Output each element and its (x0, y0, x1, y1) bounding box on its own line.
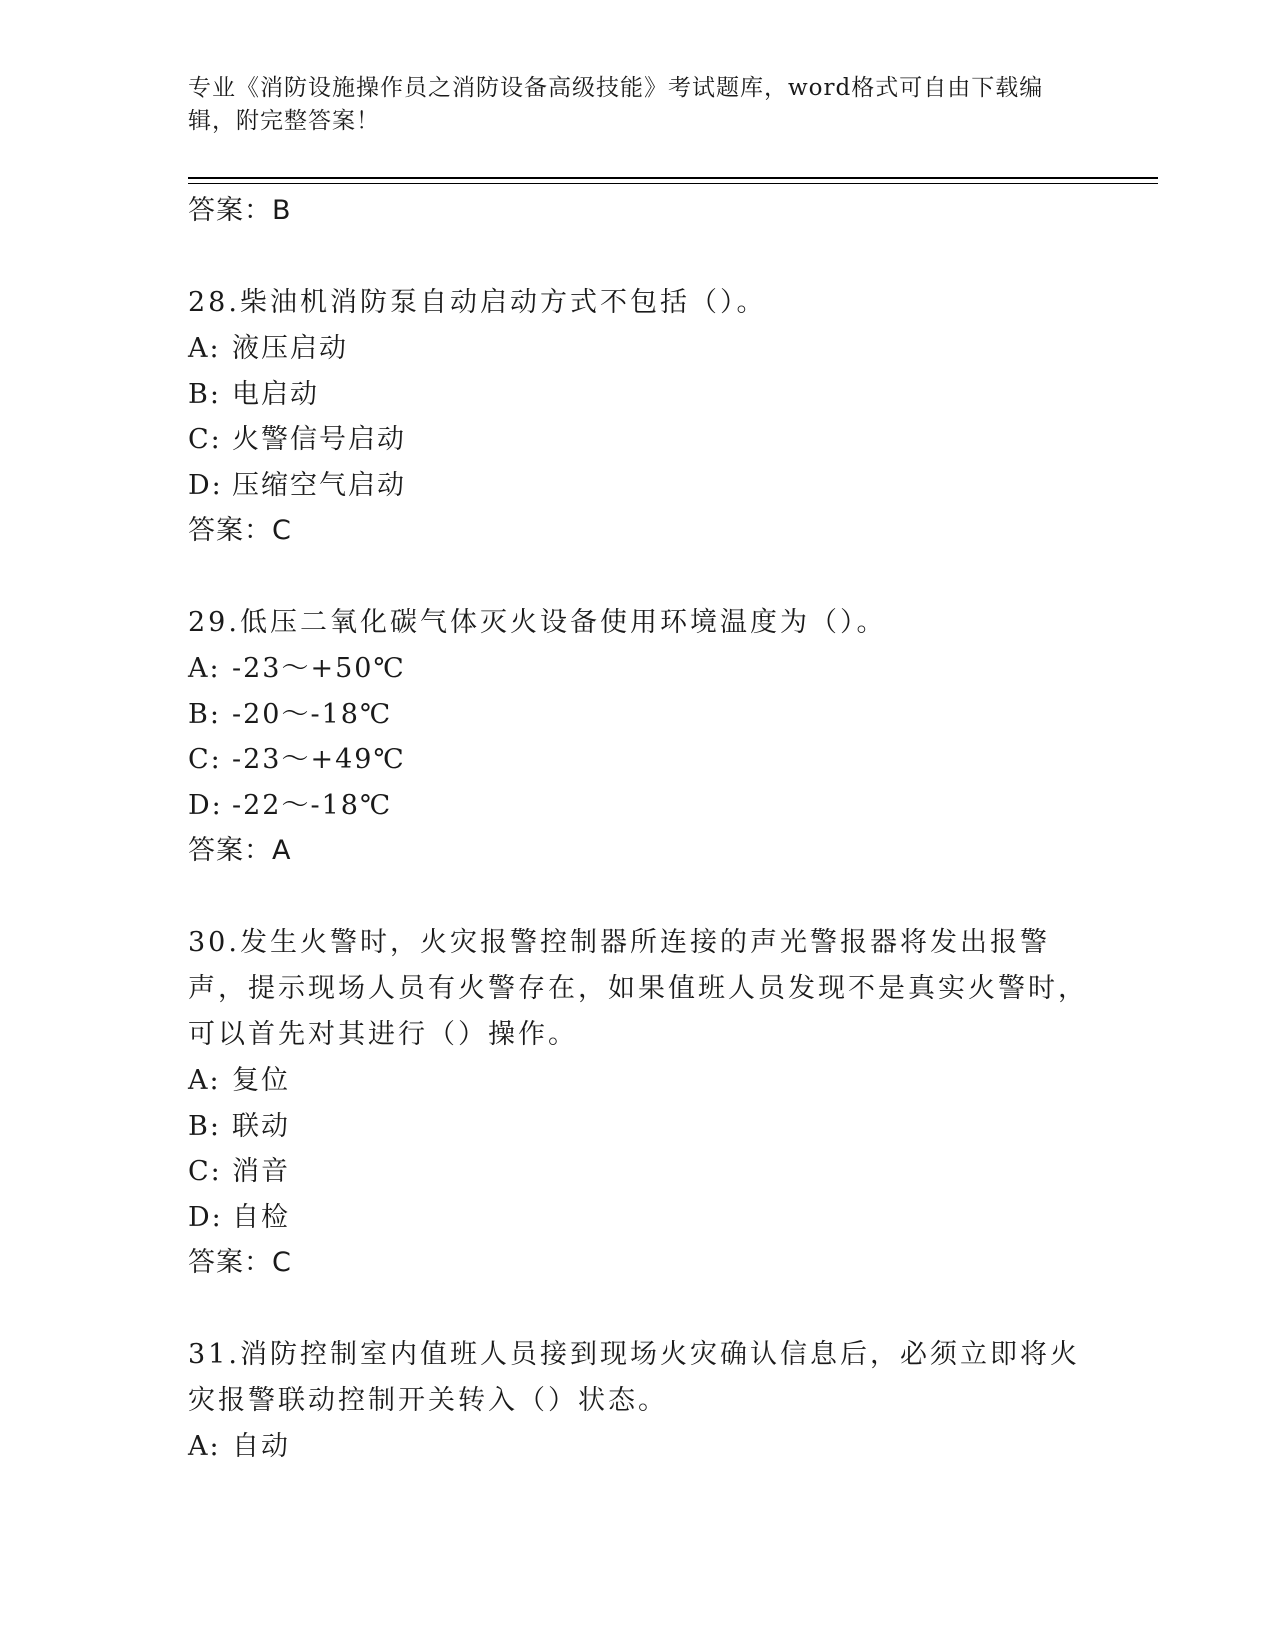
option-d (188, 1195, 1088, 1241)
option-letter: B: (188, 378, 221, 410)
header-divider-thin (188, 183, 1158, 184)
spacer (188, 1286, 1088, 1332)
option-c (188, 737, 1088, 783)
answer-line: 答案：B (188, 195, 292, 226)
option-text: 复位 (232, 1065, 290, 1096)
header-line-1: 专业《消防设施操作员之消防设备高级技能》考试题库，word格式可自由下载编 (188, 75, 1044, 101)
option-text: -22～-18℃ (232, 789, 393, 821)
option-letter: A: (188, 1431, 221, 1462)
spacer (188, 554, 1088, 600)
option-a (188, 1058, 1088, 1104)
option-b (188, 692, 1088, 738)
option-text: -20～-18℃ (232, 698, 393, 730)
option-letter: B: (188, 1110, 221, 1142)
answer-line: 答案：A (188, 835, 292, 866)
question-stem: 29.低压二氧化碳气体灭火设备使用环境温度为（）。 (188, 607, 887, 638)
option-letter: D: (188, 469, 223, 501)
question-stem: 28.柴油机消防泵自动启动方式不包括（）。 (188, 287, 767, 318)
question-stem: 31.消防控制室内值班人员接到现场火灾确认信息后，必须立即将火灾报警联动控制开关转入（）状态。 (188, 1339, 1080, 1416)
option-letter: A: (188, 1065, 221, 1096)
spacer (188, 234, 1088, 280)
question-block (188, 600, 1088, 874)
question-block (188, 1332, 1088, 1470)
header-line-2: 辑，附完整答案！ (188, 108, 380, 134)
question-stem: 30.发生火警时，火灾报警控制器所连接的声光警报器将发出报警声，提示现场人员有火警存在，如果值班人员发现不是真实火警时，可以首先对其进行（）操作。 (188, 927, 1088, 1050)
option-a (188, 646, 1088, 692)
option-text: 火警信号启动 (232, 424, 406, 455)
option-d (188, 463, 1088, 509)
option-letter: B: (188, 698, 221, 730)
option-letter: A: (188, 653, 221, 684)
option-text: 自动 (232, 1431, 290, 1462)
option-letter: C: (188, 1156, 222, 1187)
option-letter: D: (188, 789, 223, 821)
option-text: 液压启动 (232, 333, 348, 364)
option-text: 电启动 (232, 378, 319, 410)
spacer (188, 874, 1088, 920)
option-letter: C: (188, 744, 222, 775)
header-divider (188, 177, 1158, 179)
option-text: 压缩空气启动 (232, 469, 406, 501)
option-text: 自检 (232, 1201, 290, 1233)
option-b (188, 1104, 1088, 1150)
option-text: 联动 (232, 1110, 290, 1142)
option-letter: C: (188, 424, 222, 455)
answer-line: 答案：C (188, 515, 292, 546)
option-c (188, 1149, 1088, 1195)
question-list (188, 188, 1088, 1470)
option-a (188, 326, 1088, 372)
option-text: -23～+49℃ (232, 744, 406, 775)
question-block (188, 280, 1088, 554)
option-b (188, 372, 1088, 418)
option-letter: D: (188, 1201, 223, 1233)
option-a (188, 1424, 1088, 1470)
question-block (188, 920, 1088, 1286)
option-text: -23～+50℃ (232, 653, 406, 684)
option-c (188, 417, 1088, 463)
option-letter: A: (188, 333, 221, 364)
answer-line: 答案：C (188, 1247, 292, 1278)
option-d (188, 783, 1088, 829)
document-header (188, 72, 1068, 138)
option-text: 消音 (232, 1156, 290, 1187)
